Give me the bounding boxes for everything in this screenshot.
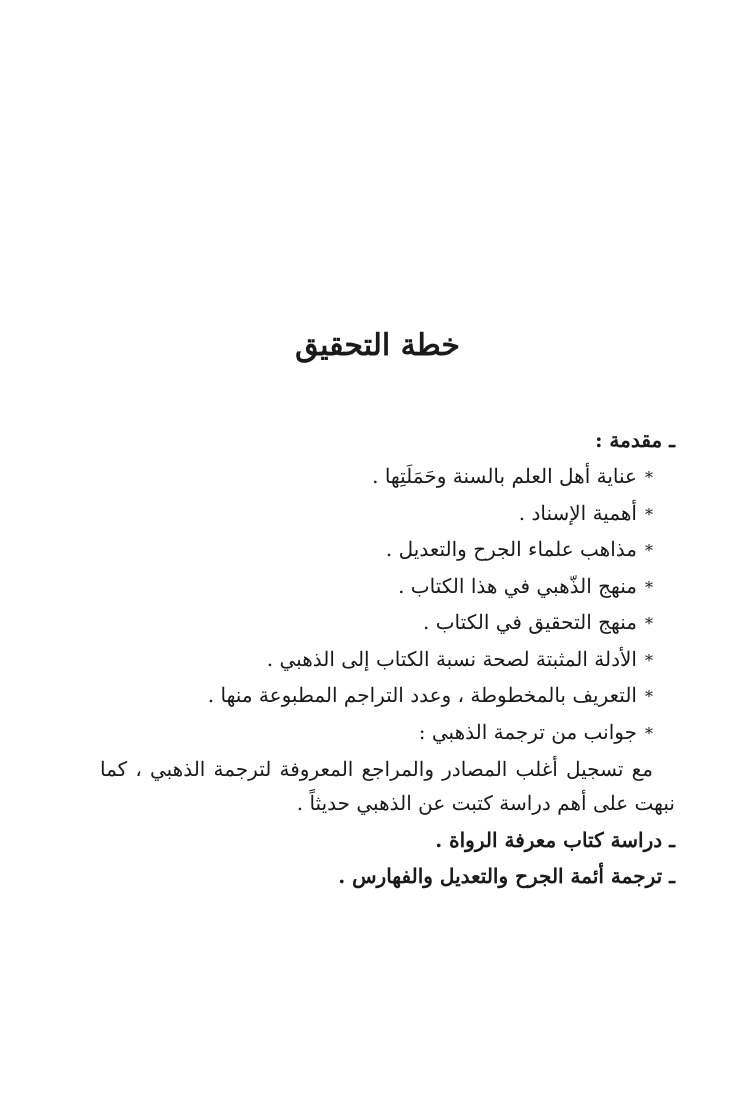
bullet-item [100,606,675,643]
bullet-item [100,460,675,497]
asterisk-icon: * [645,614,653,633]
bullet-item [100,497,675,534]
asterisk-icon: * [645,650,653,670]
asterisk-icon: * [645,687,653,706]
bullet-item [100,679,675,716]
intro-heading: ـ مقدمة : [595,428,675,452]
bullet-text: الأدلة المثبتة لصحة نسبة الكتاب إلى الذهبي . [266,646,637,671]
page-title: خطة التحقيق [295,328,460,363]
asterisk-icon: * [645,723,653,743]
bullet-item [100,570,675,607]
plan-content [100,424,675,896]
bullet-text: عناية أهل العلم بالسنة وحَمَلَتِها . [372,464,637,488]
bullet-text: منهج الذّهبي في هذا الكتاب . [398,573,637,598]
asterisk-icon: * [645,504,653,524]
bullet-text: مذاهب علماء الجرح والتعديل . [385,537,637,561]
bullet-item [100,533,675,570]
sources-paragraph [100,752,675,820]
bullet-item [100,643,675,680]
bullet-text: أهمية الإسناد . [518,500,637,525]
bullet-item [100,716,675,753]
bullet-text: جوانب من ترجمة الذهبي : [418,719,637,744]
bullet-text: منهج التحقيق في الكتاب . [423,610,637,634]
bullet-text: التعريف بالمخطوطة ، وعدد التراجم المطبوعة منها . [207,683,637,707]
paragraph-text: مع تسجيل أغلب المصادر والمراجع المعروفة لترجمة الذهبي ، كما نبهت على أهم دراسة كتبت عن الذهبي حديثاً . [100,757,675,815]
section-biographies-heading: ـ ترجمة أئمة الجرح والتعديل والفهارس . [338,864,675,888]
asterisk-icon: * [645,577,653,597]
section-study-heading: ـ دراسة كتاب معرفة الرواة . [435,828,675,852]
asterisk-icon: * [645,468,653,487]
asterisk-icon: * [645,541,653,560]
